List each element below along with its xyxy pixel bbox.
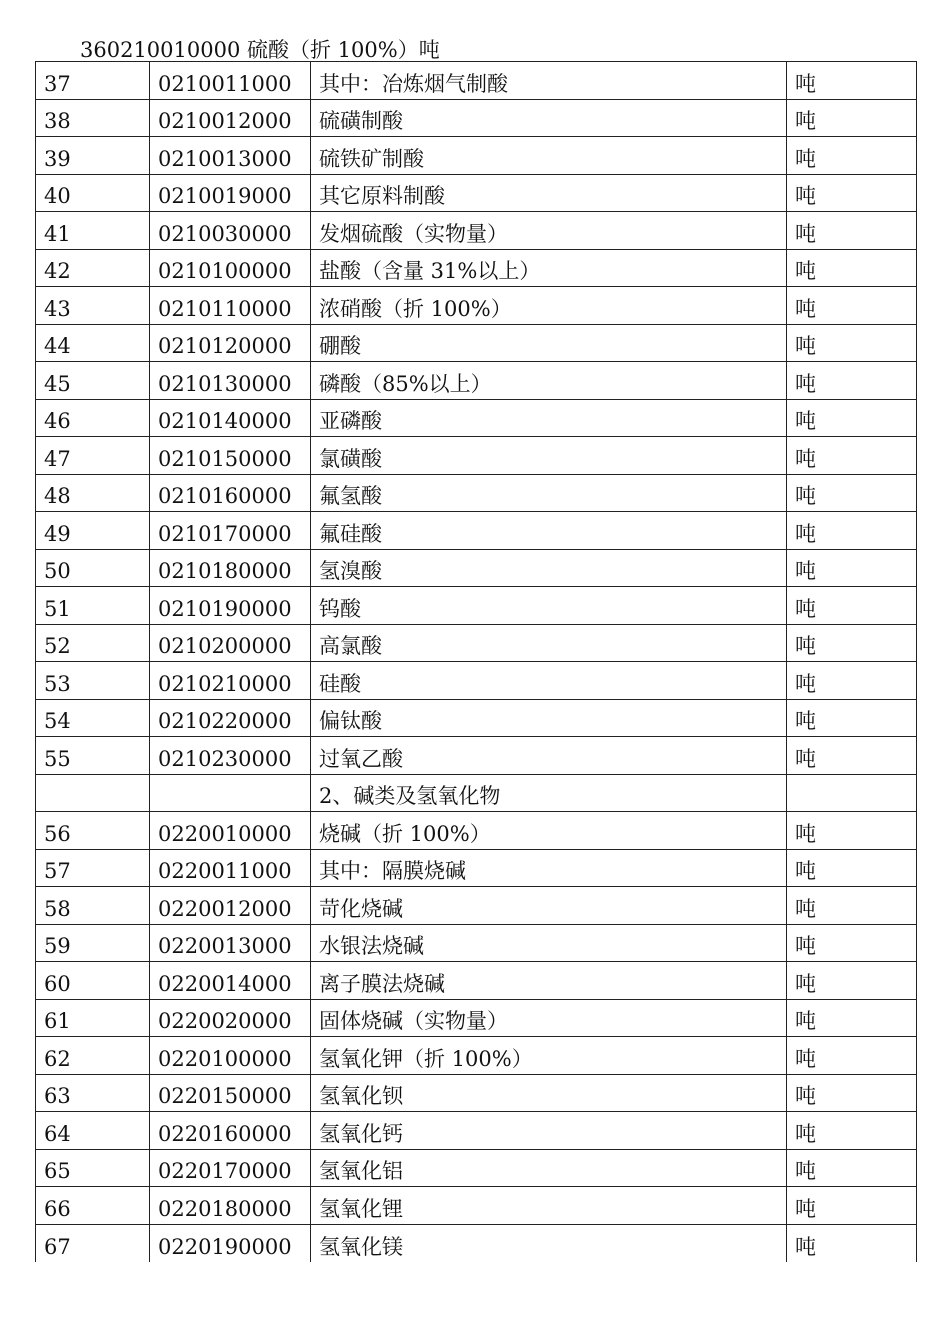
unit-cell: 吨 <box>787 699 917 737</box>
product-name-cell: 硼酸 <box>311 324 787 362</box>
product-code-cell: 0210019000 <box>150 174 311 212</box>
unit-cell: 吨 <box>787 437 917 475</box>
product-code-cell: 0210030000 <box>150 212 311 250</box>
table-row <box>36 924 917 962</box>
product-name-cell: 亚磷酸 <box>311 399 787 437</box>
table-row <box>36 474 917 512</box>
unit-cell: 吨 <box>787 1224 917 1262</box>
product-code-cell: 0210140000 <box>150 399 311 437</box>
row-number-cell: 49 <box>36 512 150 550</box>
product-code-cell: 0220150000 <box>150 1074 311 1112</box>
product-code-cell: 0220190000 <box>150 1224 311 1262</box>
row-number-cell: 56 <box>36 812 150 850</box>
product-name-cell: 氟氢酸 <box>311 474 787 512</box>
table-row <box>36 1074 917 1112</box>
product-name-cell: 氢氧化钙 <box>311 1112 787 1150</box>
product-name-cell: 高氯酸 <box>311 624 787 662</box>
row-number-cell: 43 <box>36 287 150 325</box>
product-code-cell: 0220160000 <box>150 1112 311 1150</box>
table-row <box>36 812 917 850</box>
row-number-cell: 60 <box>36 962 150 1000</box>
product-catalog-table <box>35 61 917 1262</box>
row-number-cell: 41 <box>36 212 150 250</box>
product-name-cell: 氢氧化锂 <box>311 1187 787 1225</box>
product-name-cell: 硅酸 <box>311 662 787 700</box>
row-number-cell: 51 <box>36 587 150 625</box>
product-name-cell: 氢溴酸 <box>311 549 787 587</box>
product-name-cell: 磷酸（85%以上） <box>311 362 787 400</box>
product-name-cell: 氢氧化铝 <box>311 1149 787 1187</box>
product-code-cell: 0220020000 <box>150 999 311 1037</box>
product-name-cell: 浓硝酸（折 100%） <box>311 287 787 325</box>
product-name-cell: 离子膜法烧碱 <box>311 962 787 1000</box>
product-code-cell: 0210230000 <box>150 737 311 775</box>
table-row <box>36 362 917 400</box>
product-name-cell: 氯磺酸 <box>311 437 787 475</box>
row-number-cell: 57 <box>36 849 150 887</box>
product-name-cell: 钨酸 <box>311 587 787 625</box>
table-row <box>36 1037 917 1075</box>
table-row <box>36 1224 917 1262</box>
unit-cell: 吨 <box>787 962 917 1000</box>
row-number-cell: 59 <box>36 924 150 962</box>
table-row <box>36 1149 917 1187</box>
product-code-cell: 0210130000 <box>150 362 311 400</box>
product-name-cell: 水银法烧碱 <box>311 924 787 962</box>
product-name-cell: 其它原料制酸 <box>311 174 787 212</box>
unit-cell: 吨 <box>787 549 917 587</box>
unit-cell <box>787 774 917 812</box>
unit-cell: 吨 <box>787 849 917 887</box>
unit-cell: 吨 <box>787 999 917 1037</box>
row-number-cell: 42 <box>36 249 150 287</box>
product-code-cell: 0220170000 <box>150 1149 311 1187</box>
unit-cell: 吨 <box>787 737 917 775</box>
unit-cell: 吨 <box>787 137 917 175</box>
unit-cell: 吨 <box>787 1187 917 1225</box>
product-code-cell: 0210180000 <box>150 549 311 587</box>
row-number-cell: 54 <box>36 699 150 737</box>
product-code-cell: 0220013000 <box>150 924 311 962</box>
table-body <box>36 62 917 1262</box>
unit-cell: 吨 <box>787 324 917 362</box>
unit-cell: 吨 <box>787 249 917 287</box>
table-row <box>36 324 917 362</box>
product-name-cell: 硫铁矿制酸 <box>311 137 787 175</box>
table-row <box>36 737 917 775</box>
product-code-cell: 0210012000 <box>150 99 311 137</box>
unit-cell: 吨 <box>787 624 917 662</box>
table-row <box>36 287 917 325</box>
product-code-cell: 0210210000 <box>150 662 311 700</box>
unit-cell: 吨 <box>787 924 917 962</box>
unit-cell: 吨 <box>787 362 917 400</box>
unit-cell: 吨 <box>787 1074 917 1112</box>
table-row <box>36 999 917 1037</box>
table-row <box>36 512 917 550</box>
table-row <box>36 774 917 812</box>
product-name-cell: 2、碱类及氢氧化物 <box>311 774 787 812</box>
unit-cell: 吨 <box>787 212 917 250</box>
product-code-cell: 0220011000 <box>150 849 311 887</box>
row-number-cell: 63 <box>36 1074 150 1112</box>
product-code-cell <box>150 774 311 812</box>
row-number-cell: 40 <box>36 174 150 212</box>
table-row <box>36 437 917 475</box>
table-row <box>36 137 917 175</box>
row-number-cell: 44 <box>36 324 150 362</box>
product-name-cell: 氟硅酸 <box>311 512 787 550</box>
table-row <box>36 549 917 587</box>
product-code-cell: 0210190000 <box>150 587 311 625</box>
product-code-cell: 0220010000 <box>150 812 311 850</box>
product-name-cell: 固体烧碱（实物量） <box>311 999 787 1037</box>
unit-cell: 吨 <box>787 587 917 625</box>
row-number-cell: 38 <box>36 99 150 137</box>
product-code-cell: 0210160000 <box>150 474 311 512</box>
product-code-cell: 0210220000 <box>150 699 311 737</box>
table-row <box>36 587 917 625</box>
table-row <box>36 249 917 287</box>
table-row <box>36 99 917 137</box>
unit-cell: 吨 <box>787 812 917 850</box>
row-number-cell: 46 <box>36 399 150 437</box>
product-code-cell: 0210120000 <box>150 324 311 362</box>
unit-cell: 吨 <box>787 662 917 700</box>
product-code-cell: 0220180000 <box>150 1187 311 1225</box>
table-row <box>36 849 917 887</box>
unit-cell: 吨 <box>787 174 917 212</box>
product-name-cell: 偏钛酸 <box>311 699 787 737</box>
unit-cell: 吨 <box>787 62 917 100</box>
table-row <box>36 174 917 212</box>
row-number-cell: 45 <box>36 362 150 400</box>
row-number-cell: 61 <box>36 999 150 1037</box>
table-row <box>36 624 917 662</box>
row-number-cell: 47 <box>36 437 150 475</box>
product-name-cell: 苛化烧碱 <box>311 887 787 925</box>
unit-cell: 吨 <box>787 1112 917 1150</box>
product-name-cell: 其中：隔膜烧碱 <box>311 849 787 887</box>
row-number-cell <box>36 774 150 812</box>
product-name-cell: 硫磺制酸 <box>311 99 787 137</box>
product-code-cell: 0220014000 <box>150 962 311 1000</box>
product-code-cell: 0210110000 <box>150 287 311 325</box>
continued-header-line: 360210010000 硫酸（折 100%）吨 <box>80 38 440 62</box>
product-name-cell: 过氧乙酸 <box>311 737 787 775</box>
row-number-cell: 66 <box>36 1187 150 1225</box>
row-number-cell: 55 <box>36 737 150 775</box>
product-code-cell: 0210170000 <box>150 512 311 550</box>
unit-cell: 吨 <box>787 287 917 325</box>
unit-cell: 吨 <box>787 1149 917 1187</box>
product-name-cell: 氢氧化钡 <box>311 1074 787 1112</box>
product-name-cell: 氢氧化钾（折 100%） <box>311 1037 787 1075</box>
row-number-cell: 67 <box>36 1224 150 1262</box>
unit-cell: 吨 <box>787 887 917 925</box>
product-code-cell: 0210200000 <box>150 624 311 662</box>
product-code-cell: 0220012000 <box>150 887 311 925</box>
product-code-cell: 0210013000 <box>150 137 311 175</box>
product-name-cell: 氢氧化镁 <box>311 1224 787 1262</box>
unit-cell: 吨 <box>787 474 917 512</box>
product-name-cell: 烧碱（折 100%） <box>311 812 787 850</box>
table-row <box>36 887 917 925</box>
table-row <box>36 1187 917 1225</box>
table-row <box>36 699 917 737</box>
row-number-cell: 62 <box>36 1037 150 1075</box>
unit-cell: 吨 <box>787 512 917 550</box>
product-code-cell: 0210100000 <box>150 249 311 287</box>
row-number-cell: 52 <box>36 624 150 662</box>
product-name-cell: 发烟硫酸（实物量） <box>311 212 787 250</box>
row-number-cell: 53 <box>36 662 150 700</box>
unit-cell: 吨 <box>787 1037 917 1075</box>
product-name-cell: 盐酸（含量 31%以上） <box>311 249 787 287</box>
table-row <box>36 399 917 437</box>
row-number-cell: 50 <box>36 549 150 587</box>
unit-cell: 吨 <box>787 99 917 137</box>
product-code-cell: 0220100000 <box>150 1037 311 1075</box>
table-row <box>36 662 917 700</box>
product-code-cell: 0210011000 <box>150 62 311 100</box>
table-row <box>36 962 917 1000</box>
row-number-cell: 64 <box>36 1112 150 1150</box>
row-number-cell: 48 <box>36 474 150 512</box>
product-code-cell: 0210150000 <box>150 437 311 475</box>
product-name-cell: 其中：冶炼烟气制酸 <box>311 62 787 100</box>
row-number-cell: 37 <box>36 62 150 100</box>
unit-cell: 吨 <box>787 399 917 437</box>
table-row <box>36 62 917 100</box>
table-row <box>36 212 917 250</box>
table-row <box>36 1112 917 1150</box>
row-number-cell: 58 <box>36 887 150 925</box>
row-number-cell: 39 <box>36 137 150 175</box>
row-number-cell: 65 <box>36 1149 150 1187</box>
